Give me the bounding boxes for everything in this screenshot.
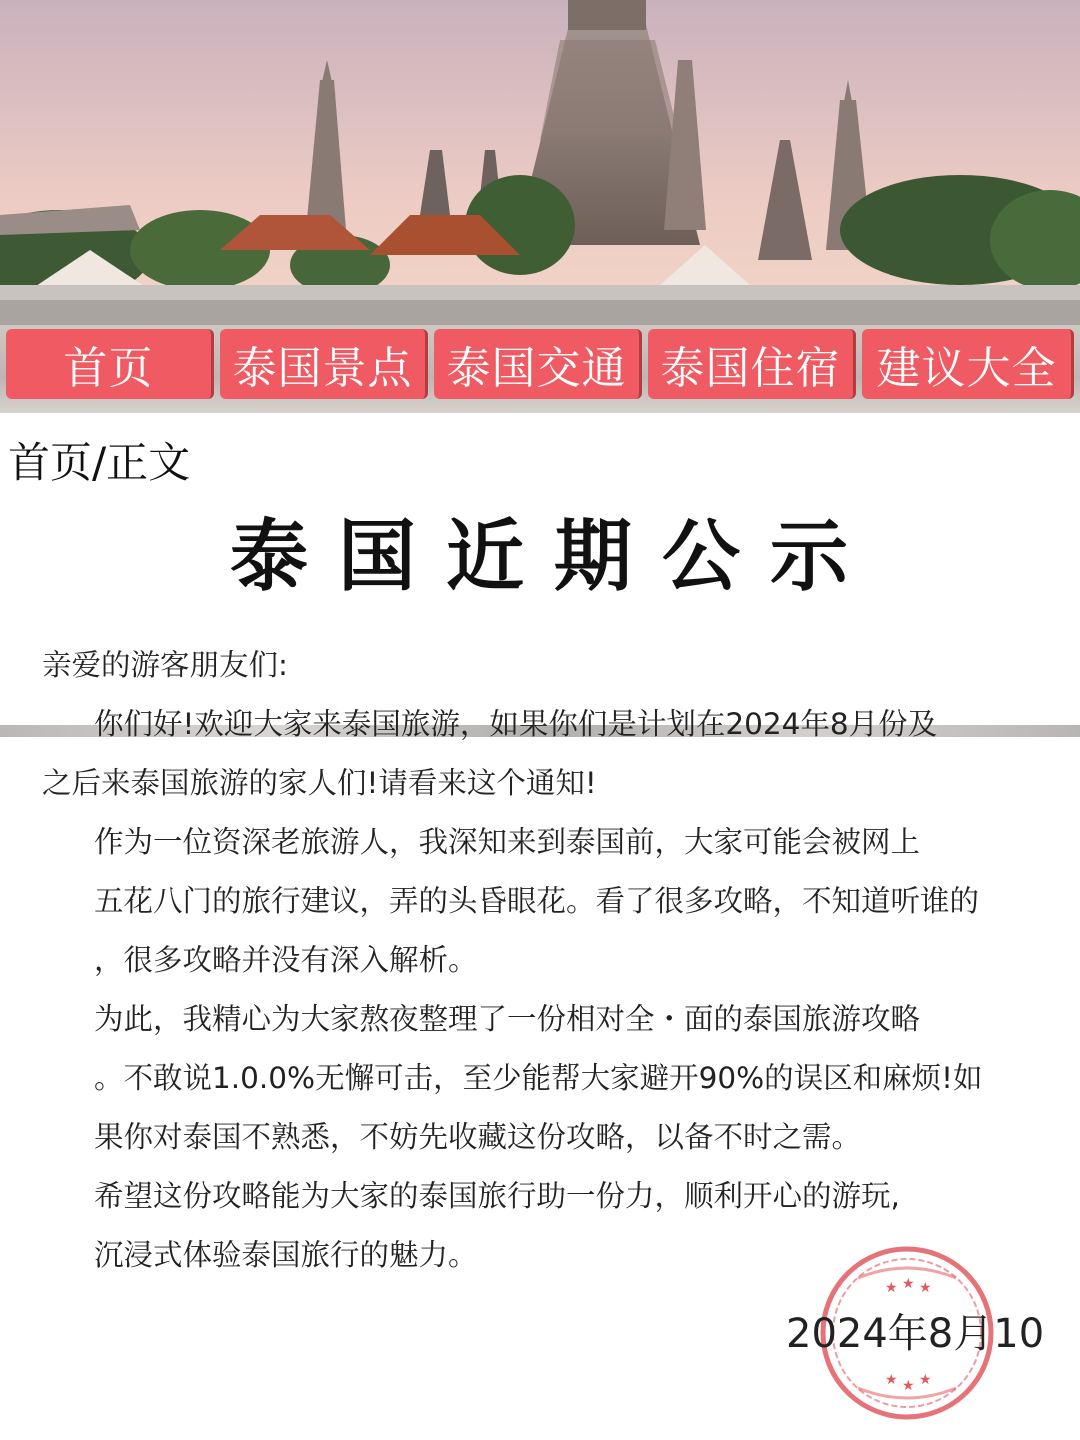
paragraph-line: 你们好!欢迎大家来泰国旅游，如果你们是计划在2024年8月份及 <box>94 707 938 741</box>
paragraph <box>42 813 1047 990</box>
nav-item-suggestions[interactable]: 建议大全 <box>862 329 1074 399</box>
greeting: 亲爱的游客朋友们: <box>42 648 288 682</box>
paragraph-line: 果你对泰国不熟悉，不妨先收藏这份攻略，以备不时之需。 <box>94 1120 862 1154</box>
breadcrumb[interactable]: 首页/正文 <box>8 438 191 487</box>
paragraph <box>42 990 1047 1167</box>
temple-photo-icon <box>0 0 1080 325</box>
svg-text:★: ★ <box>885 1372 898 1388</box>
svg-text:★: ★ <box>919 1372 932 1388</box>
svg-text:★: ★ <box>902 1276 915 1292</box>
paragraph-line: 沉浸式体验泰国旅行的魅力。 <box>94 1238 478 1272</box>
nav-item-transport[interactable]: 泰国交通 <box>434 329 642 399</box>
paragraph-line: 之后来泰国旅游的家人们!请看来这个通知! <box>42 766 597 800</box>
article-body <box>42 636 1047 1285</box>
hero-image <box>0 0 1080 325</box>
nav-item-accommodation[interactable]: 泰国住宿 <box>648 329 856 399</box>
nav-item-home[interactable]: 首页 <box>6 329 214 399</box>
paragraph-line: 希望这份攻略能为大家的泰国旅行助一份力，顺利开心的游玩, <box>94 1179 900 1213</box>
nav-item-attractions[interactable]: 泰国景点 <box>220 329 428 399</box>
paragraph-line: 五花八门的旅行建议，弄的头昏眼花。看了很多攻略，不知道听谁的 <box>94 884 980 918</box>
svg-text:★: ★ <box>919 1280 932 1296</box>
paragraph-line: ，很多攻略并没有深入解析。 <box>94 943 478 977</box>
page-title: 泰国近期公示 <box>229 512 878 602</box>
paragraph-line: 作为一位资深老旅游人，我深知来到泰国前，大家可能会被网上 <box>94 825 921 859</box>
main-nav <box>0 325 1080 413</box>
paragraph-line: 。不敢说1.0.0%无懈可击，至少能帮大家避开90%的误区和麻烦!如 <box>94 1061 983 1095</box>
svg-text:★: ★ <box>902 1378 915 1394</box>
svg-text:★: ★ <box>885 1280 898 1296</box>
publish-date: 2024年8月10 <box>786 1311 1045 1357</box>
paragraph <box>42 695 1047 813</box>
paragraph-line: 为此，我精心为大家熬夜整理了一份相对全・面的泰国旅游攻略 <box>94 1002 921 1036</box>
